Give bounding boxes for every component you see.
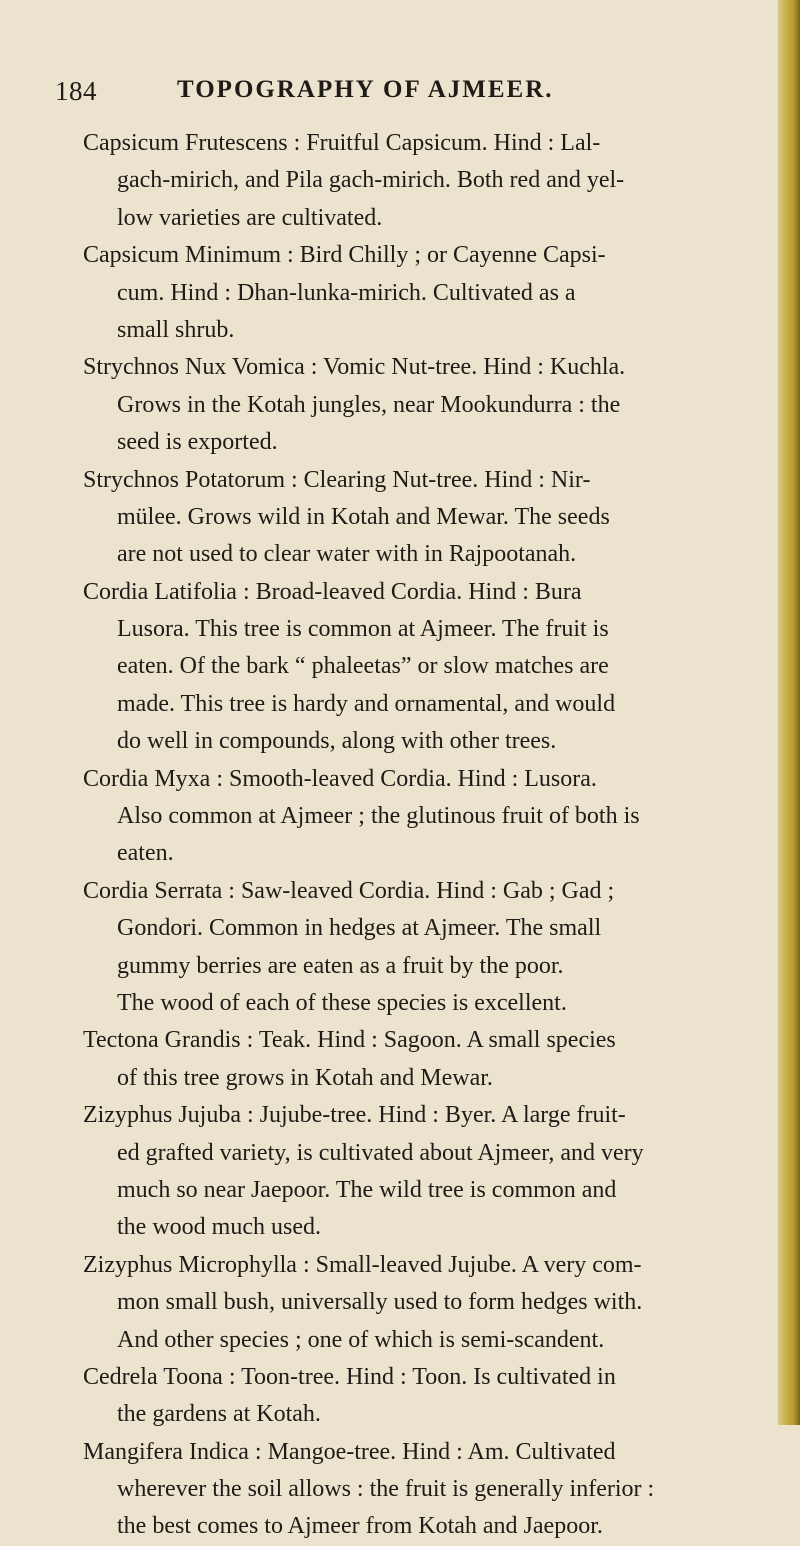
text-line: Strychnos Potatorum : Clearing Nut-tree. Hind : Nir-: [83, 466, 591, 493]
text-line: Lusora. This tree is common at Ajmeer. The fruit is: [117, 616, 609, 643]
text-line: the best comes to Ajmeer from Kotah and Jaepoor.: [117, 1513, 603, 1540]
text-line: Gondori. Common in hedges at Ajmeer. The small: [117, 915, 602, 942]
text-line: Strychnos Nux Vomica : Vomic Nut-tree. Hind : Kuchla.: [83, 354, 626, 381]
text-line: Tectona Grandis : Teak. Hind : Sagoon. A small species: [83, 1027, 616, 1054]
text-line: do well in compounds, along with other trees.: [117, 728, 557, 755]
text-line: The wood of each of these species is excellent.: [117, 989, 567, 1016]
text-line: Zizyphus Microphylla : Small-leaved Jujube. A very com-: [83, 1251, 642, 1278]
text-line: mon small bush, universally used to form hedges with.: [117, 1289, 643, 1316]
text-line: gach-mirich, and Pila gach-mirich. Both red and yel-: [117, 167, 625, 194]
text-line: made. This tree is hardy and ornamental, and would: [117, 690, 616, 717]
text-line: of this tree grows in Kotah and Mewar.: [117, 1064, 493, 1091]
text-line: Cordia Myxa : Smooth-leaved Cordia. Hind : Lusora.: [83, 765, 597, 792]
text-line: Also common at Ajmeer ; the glutinous fruit of both is: [117, 803, 640, 830]
text-line: And other species ; one of which is semi-scandent.: [117, 1326, 605, 1353]
text-line: mülee. Grows wild in Kotah and Mewar. The seeds: [117, 503, 610, 530]
text-line: the gardens at Kotah.: [117, 1401, 321, 1428]
text-line: the wood much used.: [117, 1214, 321, 1241]
text-line: Mangifera Indica : Mangoe-tree. Hind : Am. Cultivated: [83, 1438, 616, 1465]
text-line: small shrub.: [117, 316, 235, 343]
text-line: seed is exported.: [117, 429, 278, 456]
text-line: Capsicum Minimum : Bird Chilly ; or Cayenne Capsi-: [83, 242, 606, 269]
text-line: cum. Hind : Dhan-lunka-mirich. Cultivated as a: [117, 279, 576, 306]
text-line: eaten.: [117, 840, 174, 867]
text-line: much so near Jaepoor. The wild tree is common and: [117, 1176, 617, 1203]
body-text: [83, 125, 773, 1546]
text-line: Capsicum Frutescens : Fruitful Capsicum. Hind : Lal-: [83, 130, 601, 156]
text-line: Cedrela Toona : Toon-tree. Hind : Toon. Is cultivated in: [83, 1363, 616, 1390]
text-line: Zizyphus Jujuba : Jujube-tree. Hind : Byer. A large fruit-: [83, 1102, 626, 1129]
text-line: Cordia Serrata : Saw-leaved Cordia. Hind : Gab ; Gad ;: [83, 877, 615, 904]
page-header: [55, 76, 755, 116]
text-line: wherever the soil allows : the fruit is generally inferior :: [117, 1476, 655, 1503]
text-line: ed grafted variety, is cultivated about Ajmeer, and very: [117, 1139, 644, 1166]
running-title: TOPOGRAPHY OF AJMEER.: [177, 76, 554, 103]
page-number: 184: [55, 76, 97, 106]
text-line: are not used to clear water with in Rajpootanah.: [117, 541, 577, 568]
text-line: gummy berries are eaten as a fruit by the poor.: [117, 952, 564, 979]
text-line: Cordia Latifolia : Broad-leaved Cordia. Hind : Bura: [83, 578, 582, 605]
page-edge: [778, 0, 800, 1425]
text-line: eaten. Of the bark “ phaleetas” or slow matches are: [117, 653, 609, 680]
text-line: low varieties are cultivated.: [117, 204, 383, 231]
text-line: Grows in the Kotah jungles, near Mookundurra : the: [117, 391, 621, 418]
